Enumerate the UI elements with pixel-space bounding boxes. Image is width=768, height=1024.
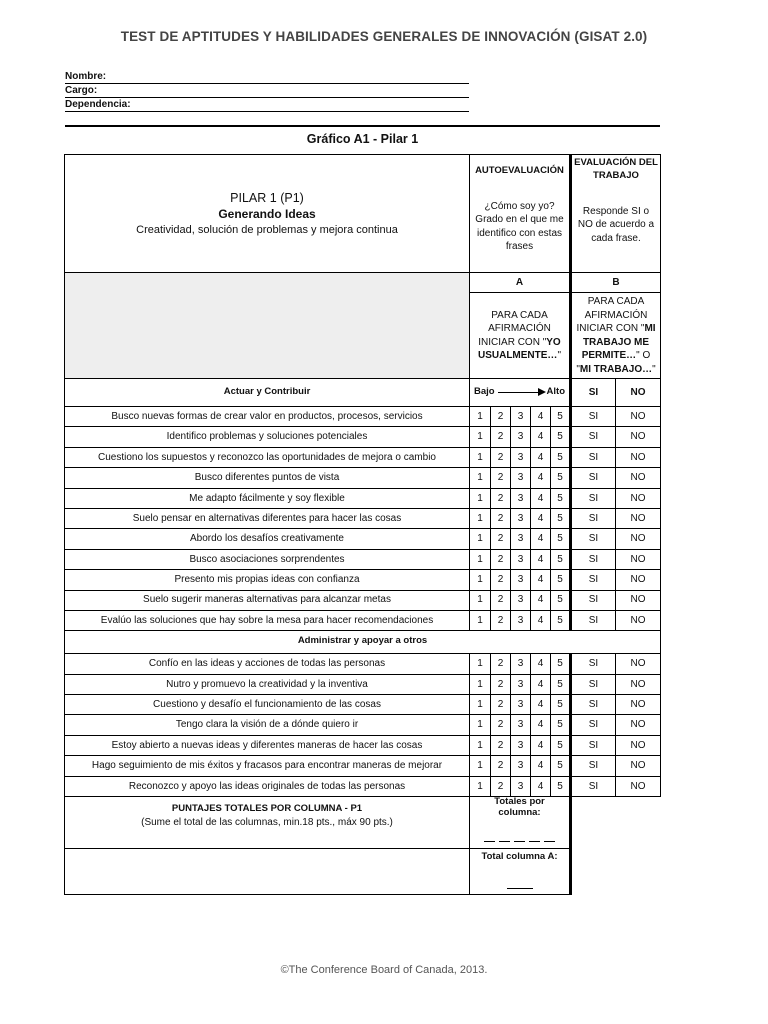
scale-option-4[interactable]: 4 [531,529,551,549]
col-a-instruction-end: " [557,350,561,361]
answer-no[interactable]: NO [616,695,661,715]
answer-no[interactable]: NO [616,735,661,755]
table-row [65,756,661,776]
totals-by-column-label: Totales por columna: [494,796,545,818]
scale-option-2[interactable]: 2 [491,407,511,427]
scale-option-4[interactable]: 4 [531,715,551,735]
statement-text: Nutro y promuevo la creatividad y la inventiva [65,674,470,694]
statement-text: Cuestiono los supuestos y reconozco las oportunidades de mejora o cambio [65,447,470,467]
scale-option-2[interactable]: 2 [491,447,511,467]
answer-no[interactable]: NO [616,570,661,590]
scale-option-3[interactable]: 3 [511,674,531,694]
total-a-empty-b [571,849,661,895]
field-dependencia-label: Dependencia: [65,99,131,110]
answer-si[interactable]: SI [571,570,616,590]
answer-no[interactable]: NO [616,549,661,569]
answer-no[interactable]: NO [616,407,661,427]
answer-si[interactable]: SI [571,407,616,427]
answer-no[interactable]: NO [616,590,661,610]
statement-text: Estoy abierto a nuevas ideas y diferentes maneras de hacer las cosas [65,735,470,755]
table-row [65,427,661,447]
pillar-subtitle: Generando Ideas [218,207,316,222]
scale-option-5[interactable]: 5 [551,488,571,508]
col-b-instruction-mid: " O " [576,350,651,375]
scale-option-5[interactable]: 5 [551,549,571,569]
answer-si[interactable]: SI [571,610,616,630]
statement-text: Hago seguimiento de mis éxitos y fracasos para encontrar maneras de mejorar [65,756,470,776]
statement-text: Me adapto fácilmente y soy flexible [65,488,470,508]
footer-copyright: ©The Conference Board of Canada, 2013. [280,964,488,976]
scale-option-2[interactable]: 2 [491,549,511,569]
totals-label [65,797,470,849]
scale-option-3[interactable]: 3 [511,447,531,467]
statement-text: Confío en las ideas y acciones de todas las personas [65,654,470,674]
scale-option-1[interactable]: 1 [470,735,491,755]
answer-si[interactable]: SI [571,735,616,755]
table-row [65,508,661,528]
self-eval-header [470,155,571,273]
scale-high-label: Alto [546,386,565,398]
col-b-label: B [571,273,661,293]
col-b-instruction-bold-1: MI TRABAJO ME PERMITE… [581,323,656,361]
pillar-header [65,155,470,273]
table-row [65,674,661,694]
answer-no[interactable]: NO [616,447,661,467]
total-column-a[interactable] [470,849,571,895]
self-eval-title: AUTOEVALUACIÓN [475,165,564,176]
totals-title: PUNTAJES TOTALES POR COLUMNA - P1 [171,803,363,815]
scale-option-4[interactable]: 4 [531,674,551,694]
total-column-a-label: Total columna A: [481,851,558,863]
answer-no[interactable]: NO [616,654,661,674]
scale-option-4[interactable]: 4 [531,549,551,569]
scale-option-3[interactable]: 3 [511,590,531,610]
total-a-spacer [65,849,470,895]
work-eval-header [571,155,661,273]
scale-option-2[interactable]: 2 [491,529,511,549]
statement-text: Suelo sugerir maneras alternativas para alcanzar metas [65,590,470,610]
statement-text: Busco asociaciones sorprendentes [65,549,470,569]
answer-si[interactable]: SI [571,427,616,447]
col-a-instruction-bold: YO USUALMENTE… [477,336,561,361]
assessment-table [64,154,661,895]
scale-option-3[interactable]: 3 [511,756,531,776]
scale-option-5[interactable]: 5 [551,610,571,630]
scale-option-4[interactable]: 4 [531,776,551,796]
section-header-row [65,631,661,654]
arrow-right-icon [498,392,544,393]
table-row [65,468,661,488]
answer-si[interactable]: SI [571,488,616,508]
pillar-title: PILAR 1 (P1) [230,190,304,205]
answer-si[interactable]: SI [571,756,616,776]
scale-option-5[interactable]: 5 [551,674,571,694]
field-dependencia[interactable] [65,98,469,112]
table-row [65,695,661,715]
scale-option-3[interactable]: 3 [511,508,531,528]
field-nombre-label: Nombre: [65,71,107,82]
table-row [65,715,661,735]
statement-text: Tengo clara la visión de a dónde quiero ir [65,715,470,735]
scale-option-4[interactable]: 4 [531,427,551,447]
answer-no[interactable]: NO [616,674,661,694]
scale-option-2[interactable]: 2 [491,674,511,694]
answer-si[interactable]: SI [571,468,616,488]
answer-si[interactable]: SI [571,695,616,715]
answer-si[interactable]: SI [571,776,616,796]
answer-si[interactable]: SI [571,549,616,569]
scale-option-2[interactable]: 2 [491,610,511,630]
scale-option-3[interactable]: 3 [511,549,531,569]
table-row [65,407,661,427]
scale-low-label: Bajo [474,386,495,398]
statement-text: Presento mis propias ideas con confianza [65,570,470,590]
scale-option-1[interactable]: 1 [470,674,491,694]
no-header: NO [616,379,661,407]
scale-option-3[interactable]: 3 [511,468,531,488]
answer-no[interactable]: NO [616,529,661,549]
scale-option-1[interactable]: 1 [470,529,491,549]
totals-row [65,797,661,849]
table-row [65,570,661,590]
statement-text: Reconozco y apoyo las ideas originales de todas las personas [65,776,470,796]
field-nombre[interactable] [65,70,469,84]
scale-option-5[interactable]: 5 [551,570,571,590]
scale-option-3[interactable]: 3 [511,695,531,715]
table-row [65,590,661,610]
scale-option-5[interactable]: 5 [551,715,571,735]
scale-option-3[interactable]: 3 [511,407,531,427]
table-row [65,447,661,467]
section-title-administrar: Administrar y apoyar a otros [65,631,661,654]
scale-option-4[interactable]: 4 [531,654,551,674]
table-row [65,488,661,508]
scale-option-4[interactable]: 4 [531,610,551,630]
scale-option-3[interactable]: 3 [511,610,531,630]
answer-no[interactable]: NO [616,488,661,508]
scale-option-3[interactable]: 3 [511,654,531,674]
scale-option-3[interactable]: 3 [511,735,531,755]
answer-no[interactable]: NO [616,610,661,630]
answer-si[interactable]: SI [571,674,616,694]
scale-option-1[interactable]: 1 [470,715,491,735]
section-title-actuar: Actuar y Contribuir [65,379,470,407]
scale-option-4[interactable]: 4 [531,447,551,467]
scale-option-2[interactable]: 2 [491,776,511,796]
scale-option-5[interactable]: 5 [551,735,571,755]
scale-option-5[interactable]: 5 [551,695,571,715]
answer-no[interactable]: NO [616,715,661,735]
answer-no[interactable]: NO [616,776,661,796]
col-a-label: A [470,273,571,293]
self-eval-description: ¿Cómo soy yo? Grado en el que me identifico con estas frases [475,200,564,253]
totals-by-column[interactable] [470,797,571,849]
statement-text: Abordo los desafíos creativamente [65,529,470,549]
statement-text: Cuestiono y desafío el funcionamiento de las cosas [65,695,470,715]
scale-option-1[interactable]: 1 [470,756,491,776]
table-row [65,654,661,674]
totals-note: (Sume el total de las columnas, min.18 pts., máx 90 pts.) [141,816,393,828]
table-row [65,549,661,569]
scale-option-3[interactable]: 3 [511,488,531,508]
col-a-instruction-text: PARA CADA AFIRMACIÓN INICIAR CON " [478,309,551,348]
table-row [65,776,661,796]
scale-option-1[interactable]: 1 [470,407,491,427]
gray-spacer [65,273,470,379]
divider [65,125,660,127]
scale-option-1[interactable]: 1 [470,570,491,590]
table-row [65,529,661,549]
scale-option-5[interactable]: 5 [551,529,571,549]
answer-no[interactable]: NO [616,756,661,776]
scale-option-3[interactable]: 3 [511,427,531,447]
table-row [65,735,661,755]
scale-option-5[interactable]: 5 [551,756,571,776]
scale-option-1[interactable]: 1 [470,695,491,715]
scale-option-2[interactable]: 2 [491,590,511,610]
document-title: TEST DE APTITUDES Y HABILIDADES GENERALES DE INNOVACIÓN (GISAT 2.0) [120,29,648,44]
pillar-description: Creatividad, solución de problemas y mejora continua [136,223,398,236]
statement-text: Busco diferentes puntos de vista [65,468,470,488]
statement-text: Evalúo las soluciones que hay sobre la mesa para hacer recomendaciones [65,610,470,630]
scale-option-5[interactable]: 5 [551,407,571,427]
field-cargo[interactable] [65,84,469,98]
scale-option-2[interactable]: 2 [491,756,511,776]
totals-blanks [470,833,569,847]
statement-text: Busco nuevas formas de crear valor en productos, procesos, servicios [65,407,470,427]
col-b-instruction-text: PARA CADA AFIRMACIÓN INICIAR CON " [576,296,648,334]
answer-no[interactable]: NO [616,468,661,488]
col-a-instruction [470,293,571,379]
scale-option-4[interactable]: 4 [531,468,551,488]
statement-text: Identifico problemas y soluciones potenciales [65,427,470,447]
scale-option-1[interactable]: 1 [470,447,491,467]
scale-option-5[interactable]: 5 [551,590,571,610]
scale-option-2[interactable]: 2 [491,654,511,674]
scale-header [470,379,571,407]
scale-option-4[interactable]: 4 [531,695,551,715]
scale-option-4[interactable]: 4 [531,590,551,610]
scale-option-2[interactable]: 2 [491,508,511,528]
field-cargo-label: Cargo: [65,85,98,96]
scale-option-3[interactable]: 3 [511,776,531,796]
scale-option-5[interactable]: 5 [551,776,571,796]
statement-text: Suelo pensar en alternativas diferentes para hacer las cosas [65,508,470,528]
scale-option-1[interactable]: 1 [470,427,491,447]
work-eval-title: EVALUACIÓN DEL TRABAJO [574,157,658,181]
scale-option-1[interactable]: 1 [470,610,491,630]
answer-no[interactable]: NO [616,427,661,447]
scale-option-4[interactable]: 4 [531,570,551,590]
totals-empty-b [571,797,661,849]
scale-option-2[interactable]: 2 [491,427,511,447]
answer-no[interactable]: NO [616,508,661,528]
scale-option-3[interactable]: 3 [511,529,531,549]
answer-si[interactable]: SI [571,590,616,610]
scale-option-3[interactable]: 3 [511,715,531,735]
scale-option-1[interactable]: 1 [470,488,491,508]
scale-option-1[interactable]: 1 [470,776,491,796]
scale-option-2[interactable]: 2 [491,488,511,508]
col-b-instruction-end: " [652,363,656,375]
scale-option-3[interactable]: 3 [511,570,531,590]
scale-option-1[interactable]: 1 [470,468,491,488]
scale-option-4[interactable]: 4 [531,735,551,755]
col-b-instruction-bold-2: MI TRABAJO… [579,363,653,375]
scale-option-2[interactable]: 2 [491,468,511,488]
answer-si[interactable]: SI [571,715,616,735]
scale-option-4[interactable]: 4 [531,508,551,528]
scale-option-2[interactable]: 2 [491,715,511,735]
scale-option-1[interactable]: 1 [470,508,491,528]
scale-option-2[interactable]: 2 [491,570,511,590]
answer-si[interactable]: SI [571,508,616,528]
scale-option-5[interactable]: 5 [551,508,571,528]
si-header: SI [571,379,616,407]
work-eval-description: Responde SI o NO de acuerdo a cada frase. [577,205,655,244]
answer-si[interactable]: SI [571,654,616,674]
scale-option-1[interactable]: 1 [470,549,491,569]
scale-option-5[interactable]: 5 [551,468,571,488]
scale-option-4[interactable]: 4 [531,488,551,508]
scale-option-5[interactable]: 5 [551,447,571,467]
scale-option-2[interactable]: 2 [491,695,511,715]
chart-title: Gráfico A1 - Pilar 1 [306,132,419,146]
scale-option-4[interactable]: 4 [531,756,551,776]
scale-option-1[interactable]: 1 [470,654,491,674]
scale-option-2[interactable]: 2 [491,735,511,755]
total-a-row [65,849,661,895]
col-b-instruction [571,293,661,379]
scale-option-4[interactable]: 4 [531,407,551,427]
answer-si[interactable]: SI [571,529,616,549]
scale-option-5[interactable]: 5 [551,427,571,447]
answer-si[interactable]: SI [571,447,616,467]
table-row [65,610,661,630]
scale-option-1[interactable]: 1 [470,590,491,610]
scale-option-5[interactable]: 5 [551,654,571,674]
